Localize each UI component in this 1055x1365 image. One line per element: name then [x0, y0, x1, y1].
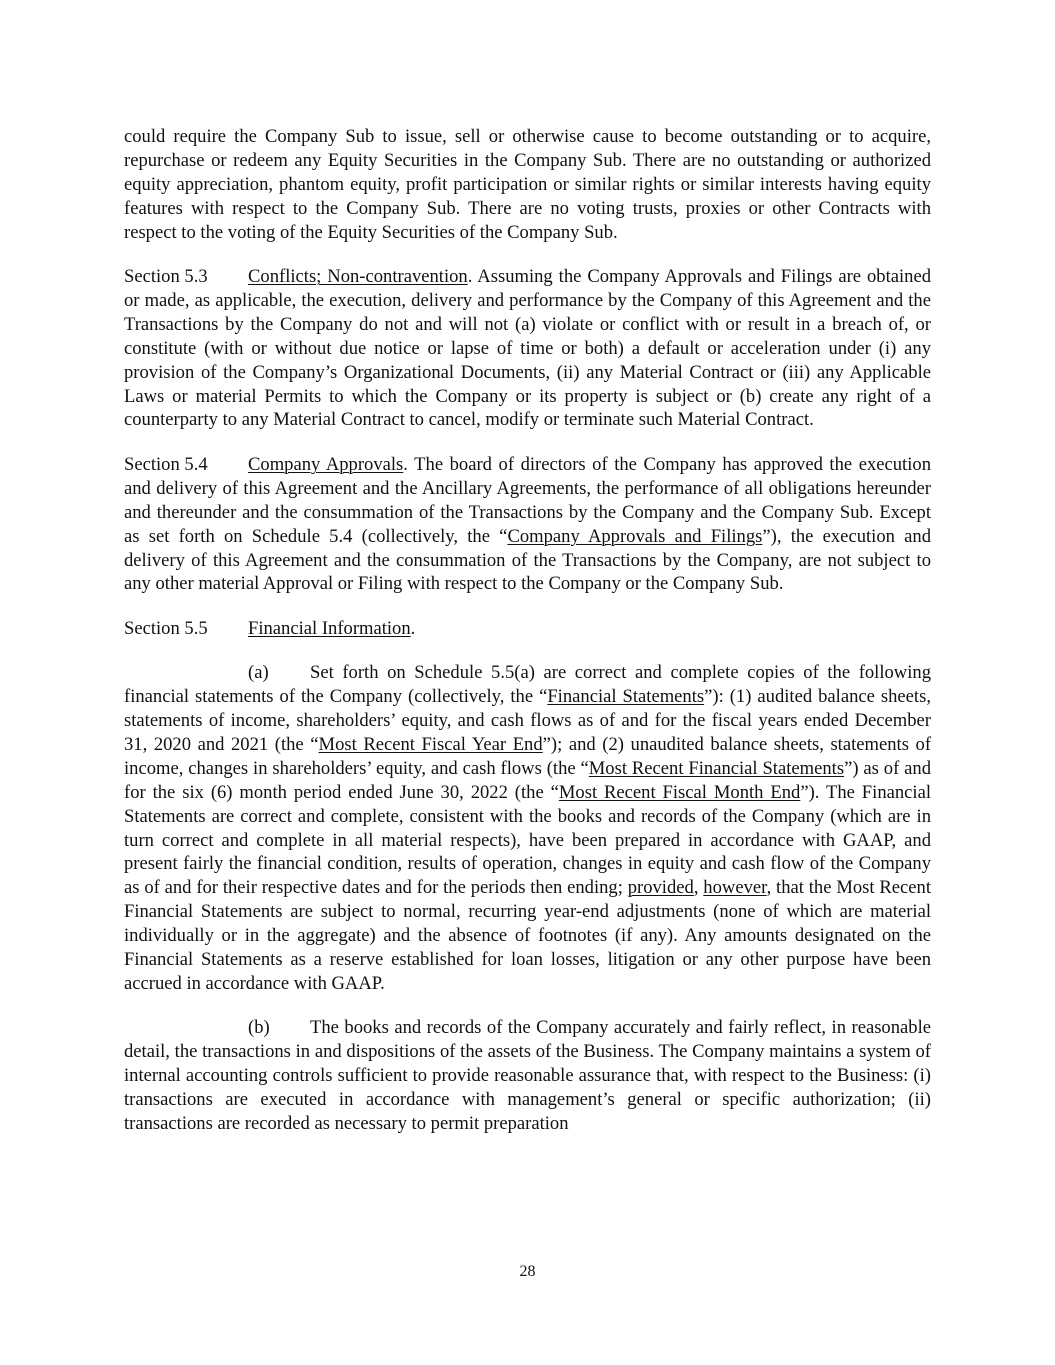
document-page [124, 125, 931, 1156]
defined-term: Most Recent Fiscal Year End [318, 733, 543, 755]
section-5-4 [124, 453, 931, 596]
defined-term: Company Approvals and Filings [507, 525, 763, 547]
sub-part: ”) as of and for the six (6) month period ended June 30, 2022 (the “ [124, 757, 931, 803]
heading-suffix: . [403, 453, 408, 475]
emphasis-provided: provided [627, 877, 694, 899]
section-heading: Conflicts; Non-contravention [248, 266, 468, 288]
section-heading: Company Approvals [248, 453, 404, 475]
sub-part: , [693, 877, 704, 899]
defined-term: Financial Statements [547, 686, 705, 708]
section-5-5 [124, 617, 931, 641]
sub-part: Set forth on Schedule 5.5(a) are correct and complete copies of the following financial statements of the Company (collectively, the “ [124, 662, 931, 708]
subsection-label: (a) [248, 662, 269, 684]
sub-part: ”); and (2) unaudited balance sheets, statements of income, changes in shareholders’ equity, and cash flows (the “ [124, 733, 932, 779]
sub-part: ”): (1) audited balance sheets, statements of income, shareholders’ equity, and cash flows as of and for the fiscal years ended December 31, 2020 and 2021 (the “ [124, 686, 931, 755]
section-heading: Financial Information [248, 617, 411, 639]
section-number: Section 5.5 [124, 617, 208, 639]
section-number: Section 5.4 [124, 453, 208, 475]
sub-part: The books and records of the Company accurately and fairly reflect, in reasonable detail, the transactions in and dispositions of the assets of the Business. The Company maintains a system of internal accounting controls sufficient to provide reasonable assurance that, with respect to the Business: (i) transactions are executed in accordance with management’s general or specific authorization; (ii) transactions are recorded as necessary to permit preparation [124, 1017, 931, 1135]
heading-suffix: . [410, 617, 416, 639]
section-body-part-2: ”), the execution and delivery of this Agreement and the consummation of the Transactions by the Company, are not subject to any other material Approval or Filing with respect to the Company or the Company Sub. [124, 525, 931, 595]
heading-suffix: . [467, 266, 473, 288]
defined-term: Most Recent Financial Statements [588, 757, 845, 779]
section-number: Section 5.3 [124, 266, 208, 288]
defined-term: Most Recent Fiscal Month End [558, 781, 801, 803]
page-number: 28 [519, 1263, 536, 1280]
sub-part: ”). The Financial Statements are correct and complete, consistent with the books and records of the Company (which are in turn correct and complete in all material respects), have been prepared in accordance with GAAP, and present fairly the financial condition, results of operation, changes in equity and cash flow of the Company as of and for their respective dates and for the periods then ending; [124, 781, 932, 899]
subsection-label: (b) [248, 1017, 270, 1039]
emphasis-however: however [703, 877, 767, 899]
continuation-paragraph: could require the Company Sub to issue, sell or otherwise cause to become outstanding or to acquire, repurchase or redeem any Equity Securities in the Company Sub. There are no outstanding or authorized equity appreciation, phantom equity, profit participation or similar rights or similar interests having equity features with respect to the Company Sub. There are no voting trusts, proxies or other Contracts with respect to the voting of the Equity Securities of the Company Sub. [124, 126, 931, 243]
section-body: Assuming the Company Approvals and Filings are obtained or made, as applicable, the execution, delivery and performance by the Company of this Agreement and the Transactions by the Company do not and will not (a) violate or conflict with or result in a breach of, or constitute (with or without due notice or lapse of time or both) a default or acceleration under (i) any provision of the Company’s Organizational Documents, (ii) any Material Contract or (iii) any Applicable Laws or material Permits to which the Company or its property is subject or (b) create any right of a counterparty to any Material Contract to cancel, modify or terminate such Material Contract. [124, 266, 931, 431]
section-5-3 [124, 265, 931, 432]
subsection-5-5-a [124, 661, 931, 996]
subsection-5-5-b [124, 1016, 931, 1136]
section-body-part-1: The board of directors of the Company has approved the execution and delivery of this Agreement and the Ancillary Agreements, the performance of all obligations hereunder and thereunder and the consummation of the Transactions by the Company and the Company Sub. Except as set forth on Schedule 5.4 (collectively, the “ [124, 453, 931, 547]
sub-part: , that the Most Recent Financial Statements are subject to normal, recurring year-end adjustments (none of which are material individually or in the aggregate) and the absence of footnotes (if any). Any amounts designated on the Financial Statements as a reserve established for loan losses, litigation or any other purpose have been accrued in accordance with GAAP. [124, 877, 931, 994]
